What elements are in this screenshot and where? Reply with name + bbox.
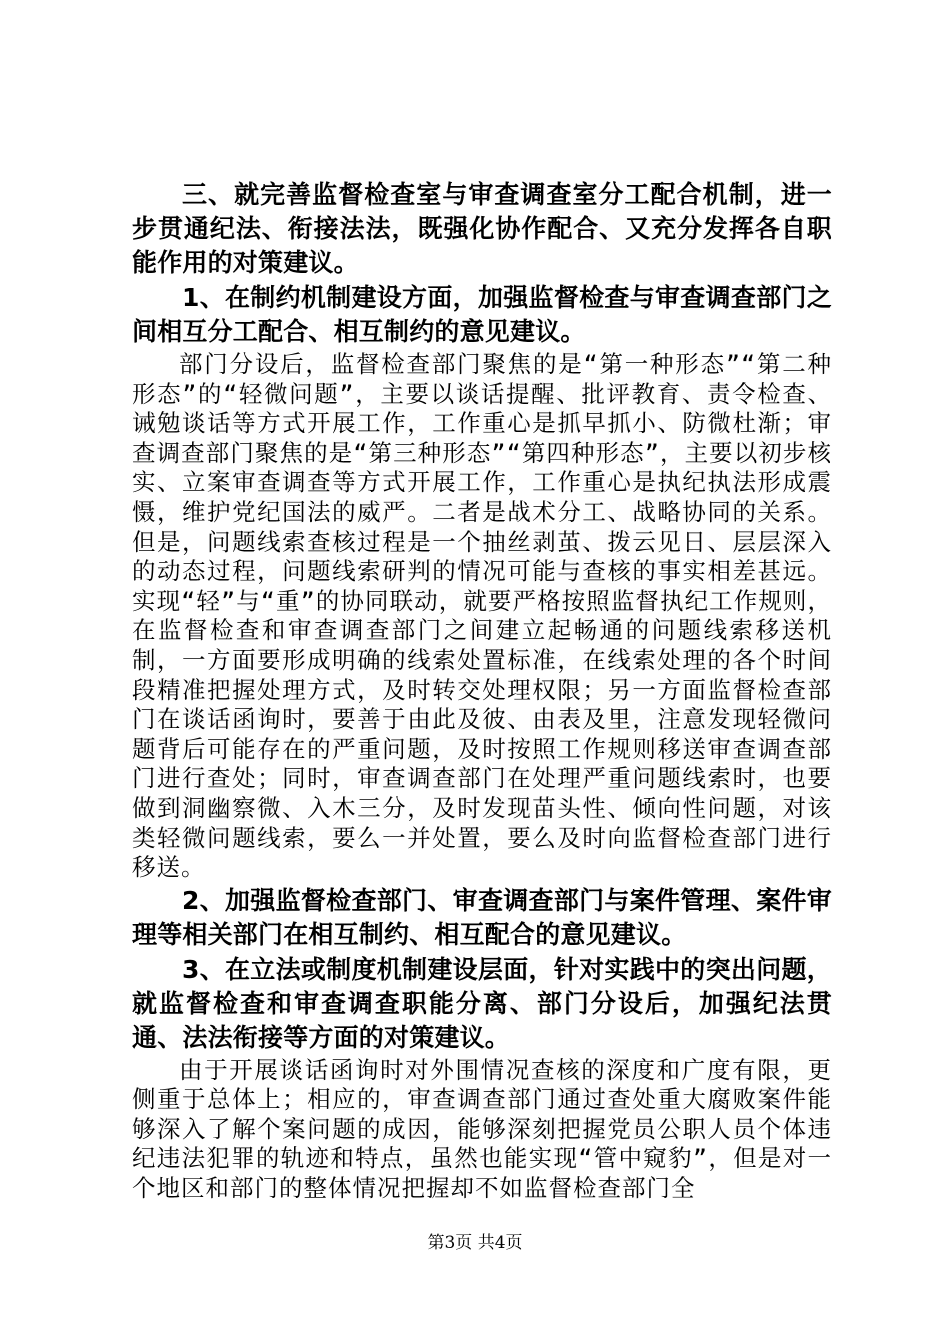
subheading-1: 1、在制约机制建设方面，加强监督检查与审查调查部门之间相互分工配合、相互制约的意见建议。	[132, 283, 832, 346]
document-body	[132, 178, 832, 1204]
subheading-2: 2、加强监督检查部门、审查调查部门与案件管理、案件审理等相关部门在相互制约、相互配合的意见建议。	[132, 885, 832, 949]
page-footer: 第3页 共4页	[427, 1233, 523, 1253]
subheading-3: 3、在立法或制度机制建设层面，针对实践中的突出问题，就监督检查和审查调查职能分离、部门分设后，加强纪法贯通、法法衔接等方面的对策建议。	[132, 954, 832, 1052]
section-heading-3: 三、就完善监督检查室与审查调查室分工配合机制，进一步贯通纪法、衔接法法，既强化协作配合、又充分发挥各自职能作用的对策建议。	[132, 180, 832, 277]
body-paragraph-1: 部门分设后，监督检查部门聚焦的是“第一种形态”“第二种形态”的“轻微问题”，主要以谈话提醒、批评教育、责令检查、诫勉谈话等方式开展工作，工作重心是抓早抓小、防微杜渐；审查调查部门聚焦的是“第三种形态”“第四种形态”，主要以初步核实、立案审查调查等方式开展工作，工作重心是执纪执法形成震慑，维护党纪国法的威严。二者是战术分工、战略协同的关系。但是，问题线索查核过程是一个抽丝剥茧、拨云见日、层层深入的动态过程，问题线索研判的情况可能与查核的事实相差甚远。实现“轻”与“重”的协同联动，就要严格按照监督执纪工作规则，在监督检查和审查调查部门之间建立起畅通的问题线索移送机制，一方面要形成明确的线索处置标准，在线索处理的各个时间段精准把握处理方式，及时转交处理权限；另一方面监督检查部门在谈话函询时，要善于由此及彼、由表及里，注意发现轻微问题背后可能存在的严重问题，及时按照工作规则移送审查调查部门进行查处；同时，审查调查部门在处理严重问题线索时，也要做到洞幽察微、入木三分，及时发现苗头性、倾向性问题，对该类轻微问题线索，要么一并处置，要么及时向监督检查部门进行移送。	[132, 350, 832, 882]
body-paragraph-2: 由于开展谈话函询时对外围情况查核的深度和广度有限，更侧重于总体上；相应的，审查调查部门通过查处重大腐败案件能够深入了解个案问题的成因，能够深刻把握党员公职人员个体违纪违法犯罪的轨迹和特点，虽然也能实现“管中窥豹”，但是对一个地区和部门的整体情况把握却不如监督检查部门全	[132, 1055, 832, 1203]
